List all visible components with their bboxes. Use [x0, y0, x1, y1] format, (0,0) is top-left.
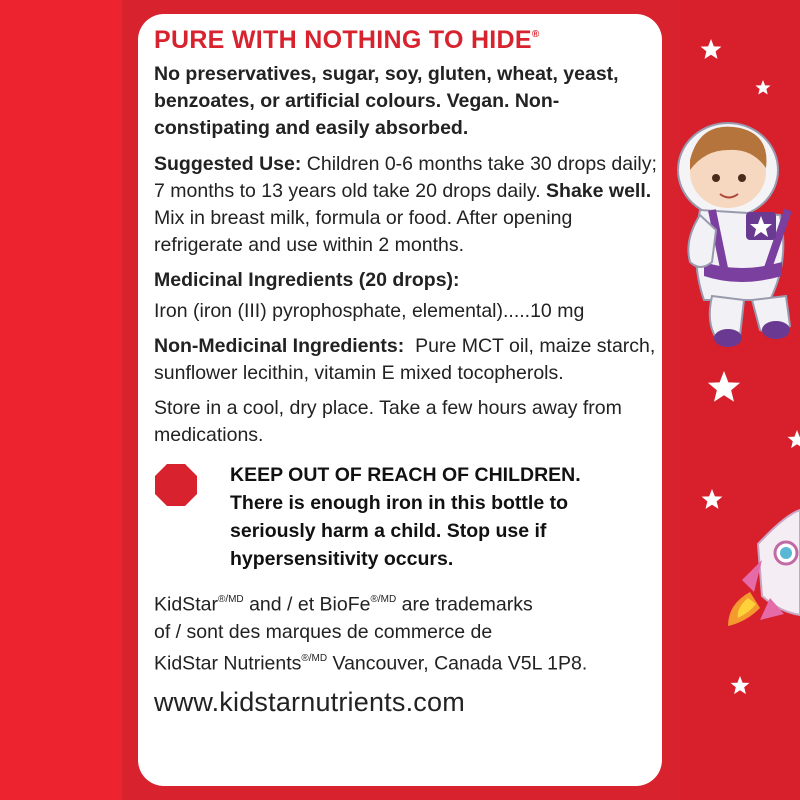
brand-name: KidStar [154, 593, 218, 616]
trademark-text: are trademarks [396, 593, 533, 616]
label-panel [138, 14, 662, 786]
shake-well-text: Shake well. [546, 180, 652, 202]
storage-text: Store in a cool, dry place. Take a few hours away from medications. [154, 397, 622, 446]
suggested-use-heading: Suggested Use: [154, 153, 302, 175]
medicinal-ingredients-heading: Medicinal Ingredients (20 drops): [154, 269, 460, 291]
trademark-line: of / sont des marques de commerce de [154, 620, 493, 643]
company-address: Vancouver, Canada V5L 1P8. [327, 652, 588, 674]
trademark-mark: ®/MD [301, 652, 328, 664]
non-medicinal-ingredients-section [154, 333, 662, 387]
warning-line: hypersensitivity occurs. [230, 548, 454, 570]
warning-line: KEEP OUT OF REACH OF CHILDREN. [230, 464, 581, 486]
title-text: PURE WITH NOTHING TO HIDE [154, 26, 532, 54]
medicinal-ingredient-item: Iron (iron (III) pyrophosphate, elemental).....10 mg [154, 300, 585, 322]
trademark-mark: ®/MD [217, 594, 244, 605]
warning-section [154, 461, 662, 573]
medicinal-ingredients-section [154, 267, 662, 294]
registered-mark: ® [531, 28, 540, 40]
website-url: www.kidstarnutrients.com [154, 687, 465, 717]
suggested-use-text: Children 0-6 months take 30 drops daily; 7 months to 13 years old take 20 drops daily. [154, 153, 657, 202]
non-medicinal-ingredients-text: Pure MCT oil, maize starch, sunflower lecithin, vitamin E mixed tocopherols. [154, 335, 661, 384]
trademark-notice [154, 587, 662, 677]
warning-line: seriously harm a child. Stop use if [230, 520, 547, 542]
page-title [154, 26, 662, 55]
suggested-use-text-continued: Mix in breast milk, formula or food. After opening refrigerate and use within 2 months. [154, 207, 573, 256]
warning-line: There is enough iron in this bottle to [230, 492, 568, 514]
intro-text: No preservatives, sugar, soy, gluten, wheat, yeast, benzoates, or artificial colours. Vegan. Non-constipating and easily absorbed. [154, 63, 619, 139]
company-name: KidStar Nutrients [154, 652, 302, 674]
suggested-use-section [154, 151, 662, 259]
stop-octagon-icon [154, 463, 198, 507]
trademark-text: and / et BioFe [243, 593, 371, 616]
non-medicinal-ingredients-heading: Non-Medicinal Ingredients: [154, 335, 405, 357]
trademark-mark: ®/MD [370, 594, 397, 605]
